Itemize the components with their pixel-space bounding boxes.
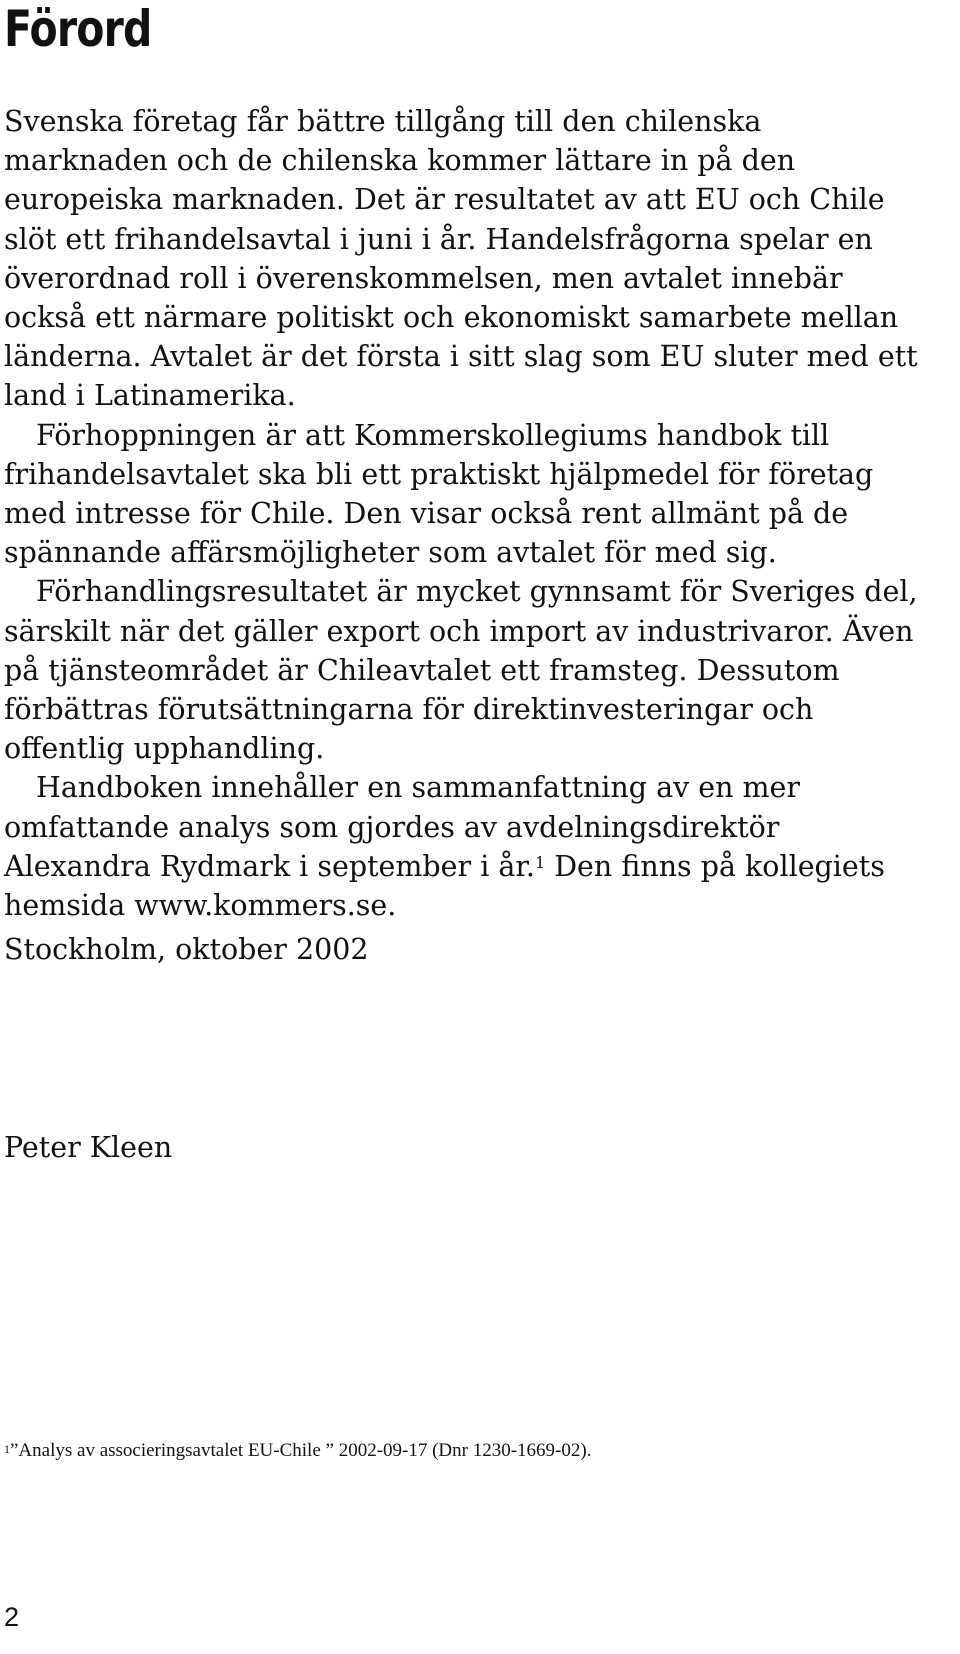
paragraph-intro: Svenska företag får bättre tillgång till den chilenska marknaden och de chilenska kommer lättare in på den europeiska marknaden. Det är resultatet av att EU och Chile slöt ett frihandelsavtal i juni i år. Handelsfrågorna spelar en överordnad roll i överenskommelsen, men avtalet innebär också ett närmare politiskt och ekonomiskt samarbete mellan länderna. Avtalet är det första i sitt slag som EU sluter med ett land i Latinamerika. xyxy=(4,105,918,413)
footnote xyxy=(4,1438,591,1464)
paragraph-handbook-content-rest: Den finns på kollegiets hemsida www.kommers.se. xyxy=(4,849,885,923)
page-number: 2 xyxy=(4,1602,20,1632)
footnote-mark: 1 xyxy=(4,1442,10,1456)
paragraph-handbook-purpose: Förhoppningen är att Kommerskollegiums handbok till frihandelsavtalet ska bli ett praktiskt hjälpmedel för företag med intresse för Chile. Den visar också rent allmänt på de spännande affärsmöjligheter som avtalet för med sig. xyxy=(4,418,874,570)
paragraph-handbook-content xyxy=(4,768,924,925)
footnote-text: ”Analys av associeringsavtalet EU-Chile ” 2002-09-17 (Dnr 1230-1669-02). xyxy=(10,1440,592,1461)
body-text xyxy=(4,102,924,925)
place-date: Stockholm, oktober 2002 xyxy=(4,933,369,966)
paragraph-negotiation-result: Förhandlingsresultatet är mycket gynnsamt för Sveriges del, särskilt när det gäller export och import av industrivaror. Även på tjänsteområdet är Chileavtalet ett framsteg. Dessutom förbättras förutsättningarna för direktinvesteringar och offentlig upphandling. xyxy=(4,575,918,766)
page-title: Förord xyxy=(4,0,152,58)
paragraph-handbook-content-text: Handboken innehåller en sammanfattning av en mer omfattande analys som gjordes av avdelningsdirektör Alexandra Rydmark i september i år. xyxy=(4,771,801,883)
footnote-reference: 1 xyxy=(534,852,546,872)
signature-name: Peter Kleen xyxy=(4,1131,173,1164)
